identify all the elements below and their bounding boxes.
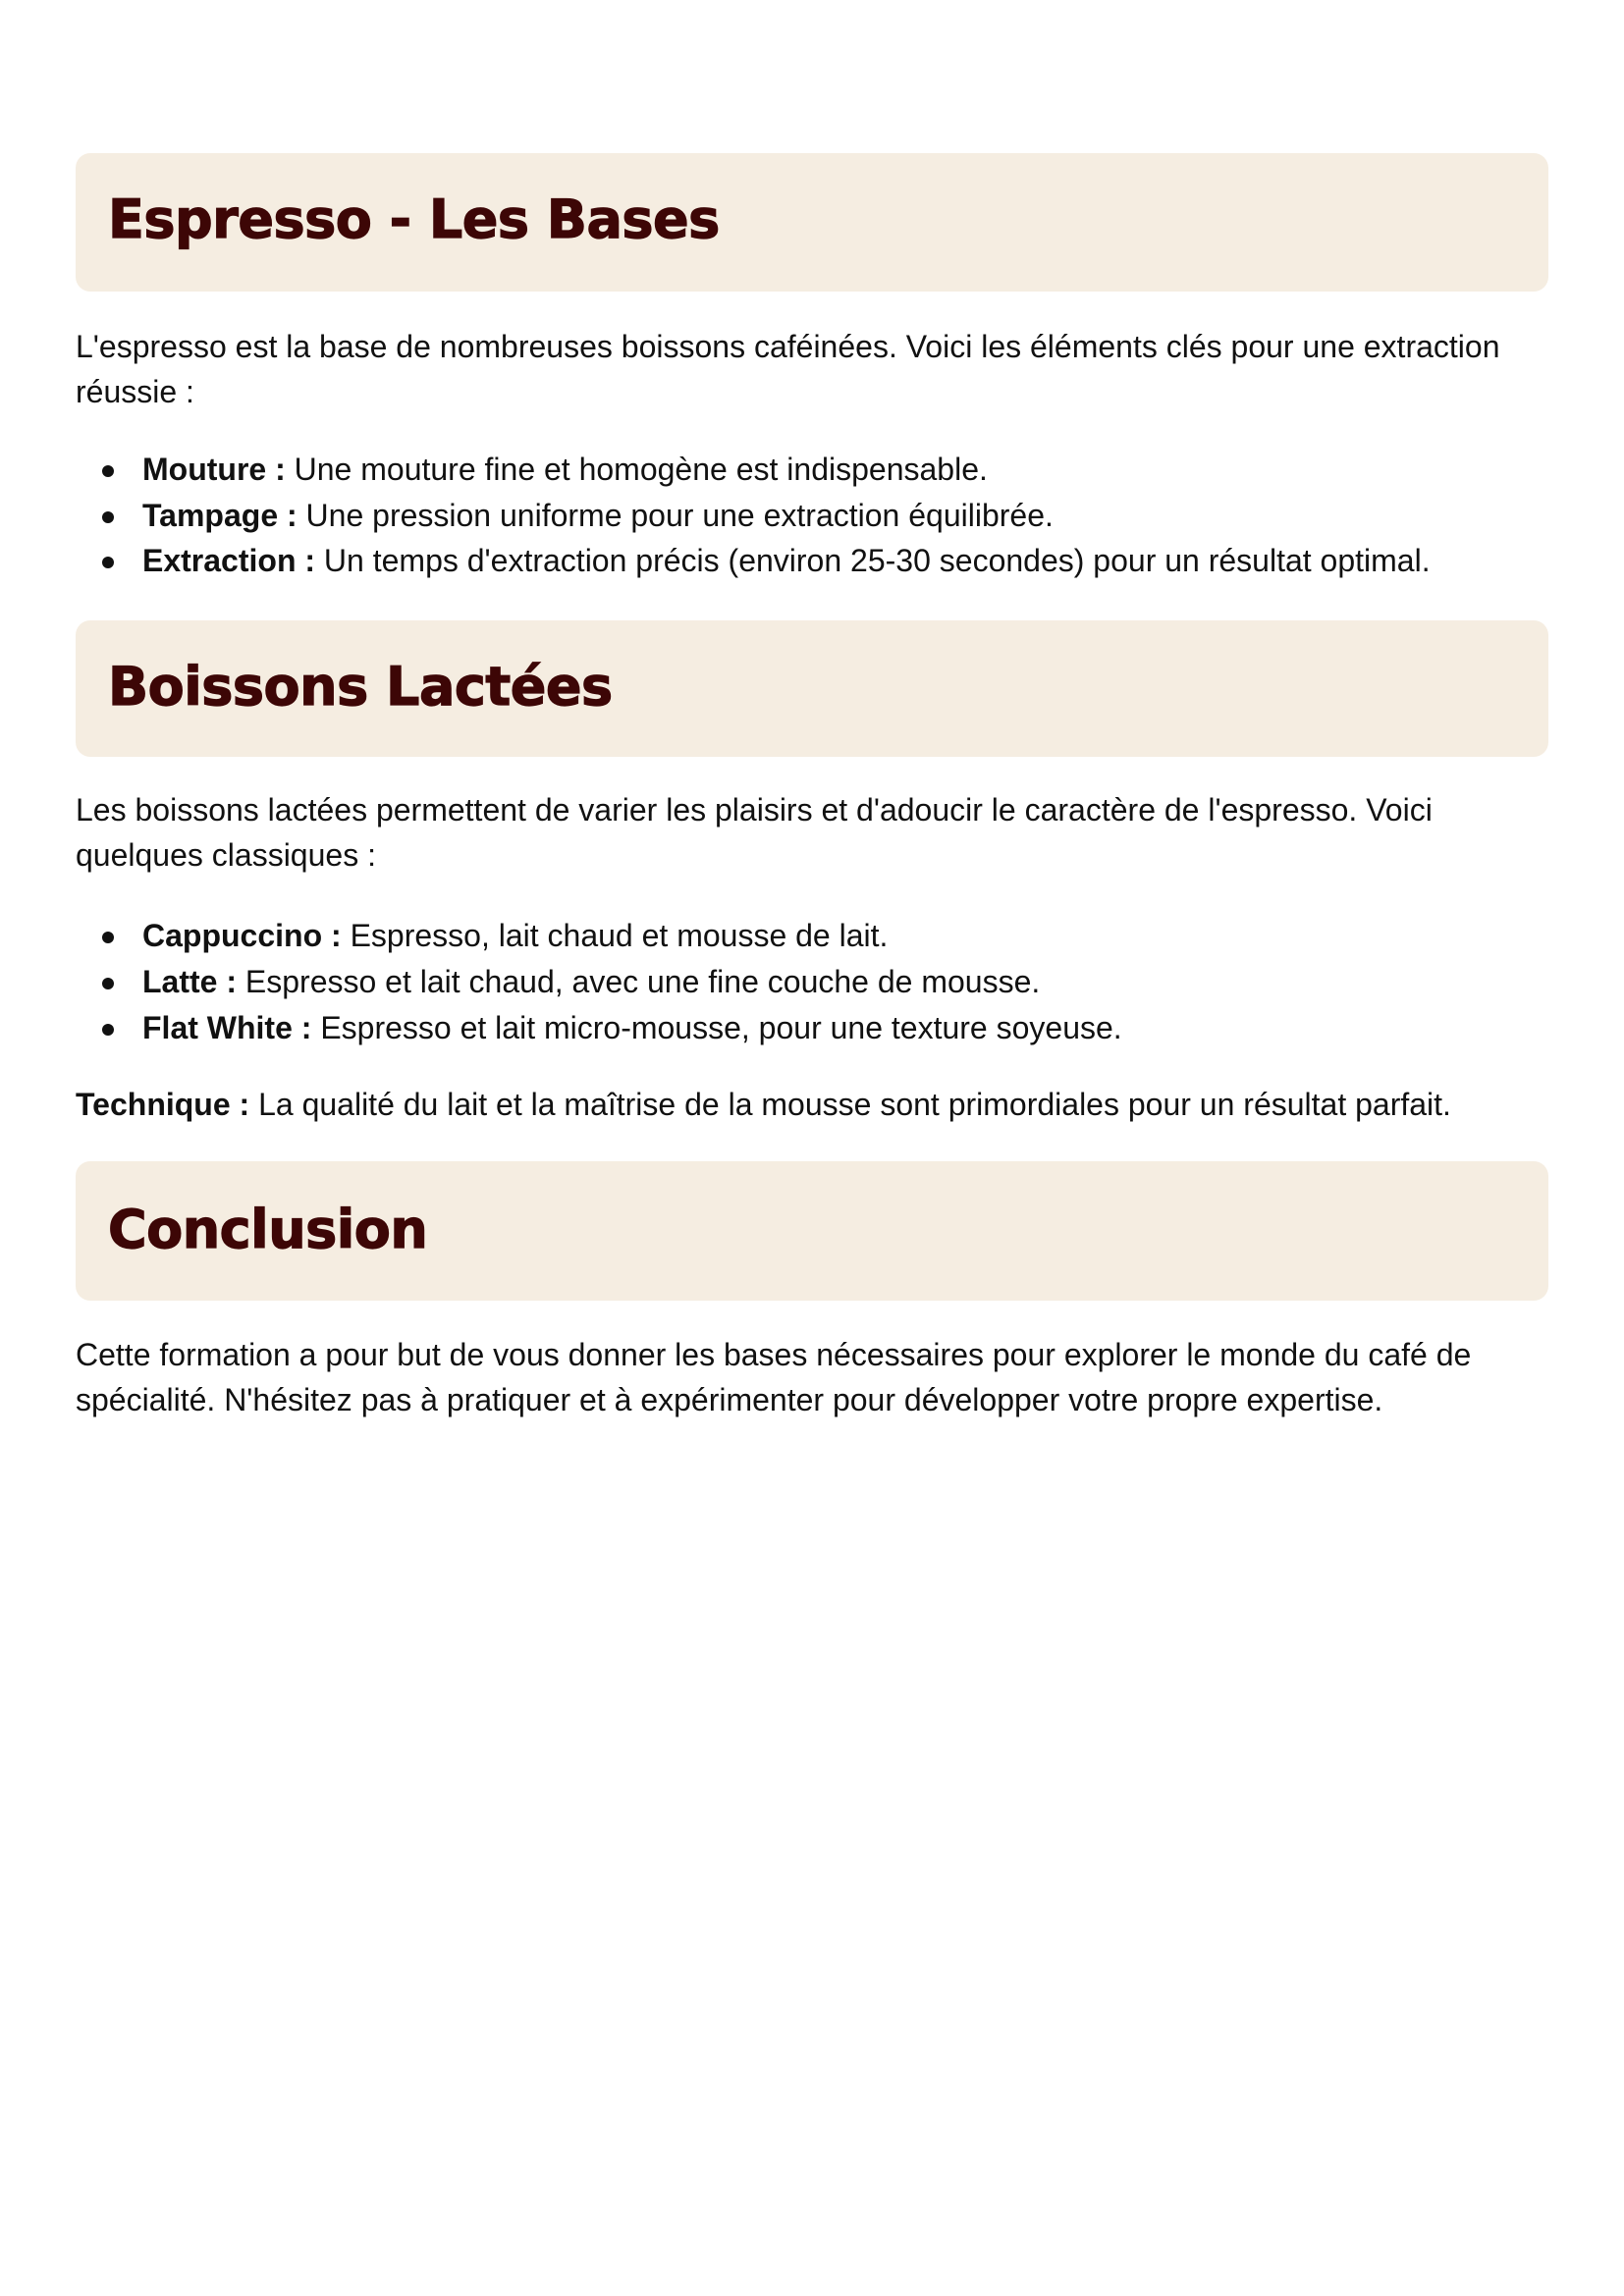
bullet-icon: [102, 511, 114, 523]
list-item-term: Mouture :: [142, 452, 286, 487]
section-header-espresso: [76, 153, 1548, 292]
list-item-text: Espresso et lait micro-mousse, pour une texture soyeuse.: [311, 1010, 1122, 1045]
list-item: [76, 447, 1548, 493]
section-intro: L'espresso est la base de nombreuses boissons caféinées. Voici les éléments clés pour une extraction réussie :: [76, 329, 1500, 409]
bullet-icon: [102, 978, 114, 989]
list-item-text: Espresso, lait chaud et mousse de lait.: [341, 918, 889, 953]
list-item: [76, 538, 1548, 584]
technique-note: [76, 1082, 1548, 1127]
bullet-icon: [102, 1024, 114, 1036]
list-item-text: Une pression uniforme pour une extraction équilibrée.: [297, 497, 1054, 533]
list-item-text: Espresso et lait chaud, avec une fine couche de mousse.: [237, 964, 1041, 999]
list-item-term: Flat White :: [142, 1010, 312, 1045]
list-item: [76, 959, 1548, 1005]
bullet-icon: [102, 465, 114, 477]
list-item: [76, 913, 1548, 959]
section-heading: Conclusion: [108, 1199, 428, 1260]
list-item: [76, 1005, 1548, 1051]
list-item-text: Une mouture fine et homogène est indispensable.: [285, 452, 988, 487]
list-item-term: Latte :: [142, 964, 237, 999]
list-item-term: Extraction :: [142, 543, 316, 578]
bullet-list: [76, 913, 1548, 1051]
section-intro: Cette formation a pour but de vous donner les bases nécessaires pour explorer le monde du café de spécialité. N'hésitez pas à pratiquer et à expérimenter pour développer votre propre expertise.: [76, 1337, 1472, 1417]
list-item-text: Un temps d'extraction précis (environ 25-30 secondes) pour un résultat optimal.: [315, 543, 1431, 578]
section-intro: Les boissons lactées permettent de varier les plaisirs et d'adoucir le caractère de l'espresso. Voici quelques classiques :: [76, 792, 1433, 873]
section-heading: Boissons Lactées: [108, 656, 613, 718]
section-header-boissons-lactees: [76, 620, 1548, 757]
technique-term: Technique :: [76, 1087, 250, 1122]
bullet-icon: [102, 557, 114, 568]
bullet-icon: [102, 932, 114, 943]
list-item-term: Tampage :: [142, 497, 298, 533]
technique-text: La qualité du lait et la maîtrise de la mousse sont primordiales pour un résultat parfait.: [249, 1087, 1451, 1122]
bullet-list: [76, 447, 1548, 584]
section-header-conclusion: [76, 1161, 1548, 1301]
list-item: [76, 493, 1548, 539]
section-heading: Espresso - Les Bases: [108, 188, 720, 250]
list-item-term: Cappuccino :: [142, 918, 342, 953]
